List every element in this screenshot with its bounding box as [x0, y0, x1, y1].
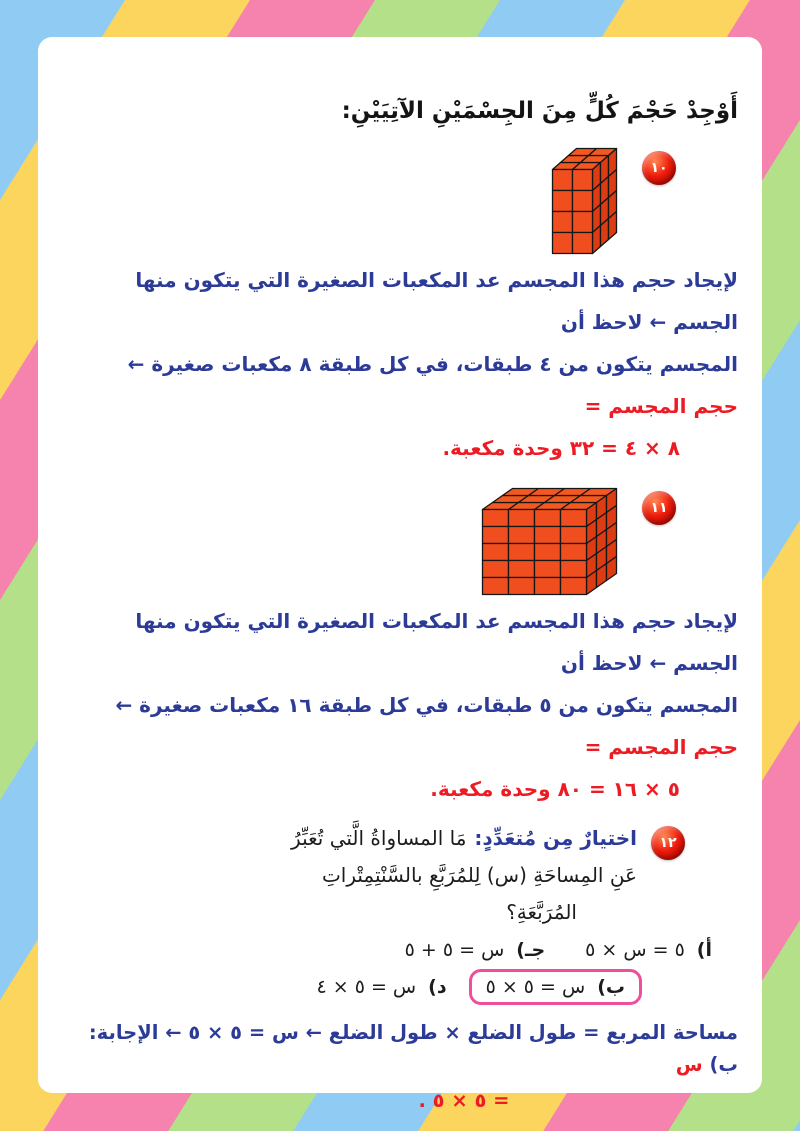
- problem-12-question: [291, 820, 637, 931]
- page-title: أَوْجِدْ حَجْمَ كُلٍّ مِنَ الجِسْمَيْنِ الآتِيَيْنِ:: [341, 98, 738, 124]
- cuboid-figure-11: [481, 487, 618, 596]
- options-row-1: [78, 939, 738, 961]
- option-a: أ)٥ = س × ٥: [585, 939, 712, 961]
- problem-10-figure-row: [78, 145, 738, 255]
- correct-answer-box: [469, 969, 642, 1005]
- problem-11-number: ١١: [650, 500, 668, 516]
- cuboid-figure-10: [551, 147, 618, 255]
- explanation-line: لإيجاد حجم هذا المجسم عد المكعبات الصغيرة التي يتكون منها الجسم ← لاحظ أن: [135, 609, 738, 675]
- problem-11-explanation: [78, 600, 738, 810]
- worksheet-sheet: [38, 37, 762, 1112]
- explanation-line: المجسم يتكون من ٥ طبقات، في كل طبقة ١٦ مكعبات صغيرة ← حجم المجسم =: [115, 693, 738, 759]
- option-b: ب)س = ٥ × ٥: [485, 976, 625, 998]
- solution-line-1: مساحة المربع = طول الضلع × طول الضلع ← س = ٥ × ٥ ← الإجابة: ب) س: [88, 1021, 738, 1076]
- problem-12-question-row: [78, 820, 738, 931]
- answer-options: [78, 939, 738, 1005]
- problem-11-result: ٥ × ١٦ = ٨٠ وحدة مكعبة.: [430, 777, 680, 801]
- question-line: عَنِ المِساحَةِ (س) لِلمُرَبَّعِ بالسَّنْتِمِتْراتِ: [321, 863, 637, 887]
- problem-10-result: ٨ × ٤ = ٣٢ وحدة مكعبة.: [442, 436, 680, 460]
- problem-12-number-badge: [651, 826, 685, 860]
- problem-10-explanation: [78, 259, 738, 469]
- explanation-line: المجسم يتكون من ٤ طبقات، في كل طبقة ٨ مكعبات صغيرة ← حجم المجسم =: [127, 352, 738, 418]
- option-d: د)س = ٥ × ٤: [316, 976, 447, 998]
- problem-12-number: ١٢: [659, 835, 677, 851]
- explanation-line: لإيجاد حجم هذا المجسم عد المكعبات الصغيرة التي يتكون منها الجسم ← لاحظ أن: [135, 268, 738, 334]
- option-j: جـ)س = ٥ + ٥: [404, 939, 546, 961]
- problem-11-number-badge: [642, 491, 676, 525]
- mcq-lead-label: اختيارٌ مِن مُتعَدِّدٍ:: [474, 826, 637, 850]
- problem-10-number: ١٠: [650, 160, 668, 176]
- solution-line-2: = ٥ × ٥ .: [418, 1089, 510, 1112]
- question-line: اختيارٌ مِن مُتعَدِّدٍ:مَا المساواةُ الَّتي تُعَبِّرُ: [291, 826, 637, 850]
- problem-12-solution: [78, 1017, 738, 1117]
- question-line: المُرَبَّعَةِ؟: [506, 900, 577, 924]
- problem-11-figure-row: [78, 485, 738, 596]
- problem-10-number-badge: [642, 151, 676, 185]
- options-row-2: [78, 969, 738, 1005]
